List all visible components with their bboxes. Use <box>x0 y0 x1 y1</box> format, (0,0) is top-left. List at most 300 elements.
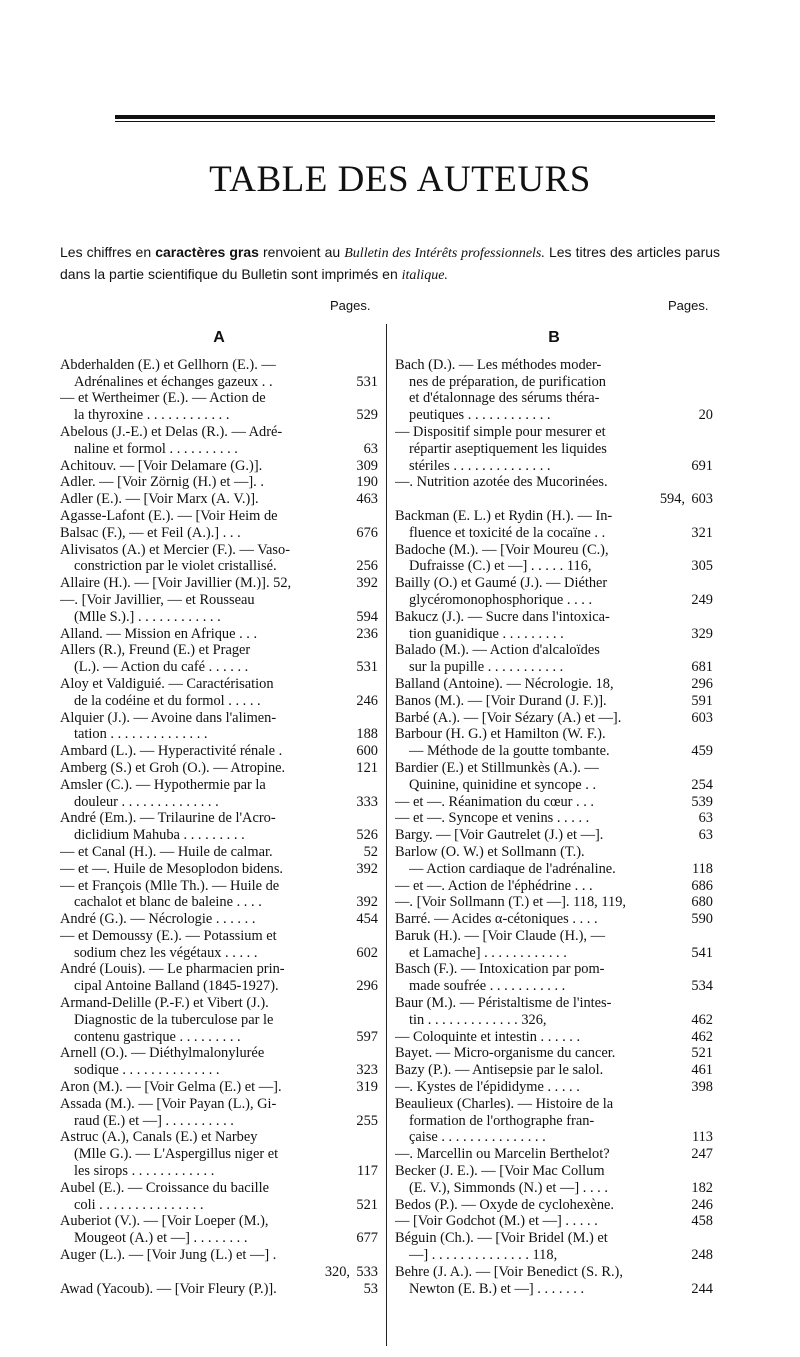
index-entry-line <box>60 1163 378 1180</box>
entry-page-number: 462 <box>691 1028 713 1045</box>
index-entry-line <box>395 424 713 441</box>
entry-page-number <box>350 1096 378 1113</box>
index-entry-line <box>395 592 713 609</box>
entry-text: Diagnostic de la tuberculose par le <box>74 1011 274 1028</box>
pages-header-left: Pages. <box>330 298 371 313</box>
section-letter-b: B <box>548 329 560 346</box>
entry-text: Allaire (H.). — [Voir Javillier (M.)]. 52, <box>60 575 292 592</box>
entry-text: — Coloquinte et intestin . . . . . . <box>395 1028 581 1045</box>
entry-page-number: 63 <box>698 810 713 827</box>
entry-page-number: 255 <box>356 1112 378 1129</box>
entry-page-number: 296 <box>691 675 713 692</box>
entry-page-number: 531 <box>356 659 378 676</box>
entry-text: Baruk (H.). — [Voir Claude (H.), — <box>395 927 605 944</box>
index-entry-line <box>395 525 713 542</box>
entry-page-number <box>685 441 713 458</box>
index-entry-line <box>60 928 378 945</box>
top-rule-thin <box>115 121 715 122</box>
entry-page-number: 591 <box>691 692 713 709</box>
entry-text: constriction par le violet cristallisé. <box>74 558 277 575</box>
index-entry-line <box>60 1281 378 1298</box>
index-entry-line <box>60 491 378 508</box>
entry-text: Abderhalden (E.) et Gellhorn (E.). — <box>60 356 276 373</box>
index-entry-line <box>60 710 378 727</box>
index-entry-line <box>395 794 713 811</box>
entry-page-number <box>685 726 713 743</box>
index-entry-line <box>395 1281 713 1298</box>
entry-text: (Mlle S.).] . . . . . . . . . . . . <box>74 608 221 625</box>
entry-text: —. [Voir Sollmann (T.) et —]. 118, 119, <box>395 894 627 911</box>
entry-text: Achitouv. — [Voir Delamare (G.)]. <box>60 457 263 474</box>
index-entry-line <box>395 508 713 525</box>
index-entry-line <box>395 491 713 508</box>
entry-text: Bazy (P.). — Antisepsie par le salol. <box>395 1062 604 1079</box>
entry-text: coli . . . . . . . . . . . . . . . <box>74 1196 204 1213</box>
entry-page-number: 305 <box>691 558 713 575</box>
entry-text: diclidium Mahuba . . . . . . . . . <box>74 827 245 844</box>
index-entry-line <box>60 995 378 1012</box>
entry-page-number <box>685 357 713 374</box>
index-entry-line <box>395 1079 713 1096</box>
entry-text: Awad (Yacoub). — [Voir Fleury (P.)]. <box>60 1280 277 1297</box>
entry-text: Auger (L.). — [Voir Jung (L.) et —] . <box>60 1247 277 1264</box>
entry-page-number <box>685 961 713 978</box>
index-entry-line <box>395 390 713 407</box>
entry-text: — et Demoussy (E.). — Potassium et <box>60 927 277 944</box>
index-entry-line <box>395 642 713 659</box>
index-entry-line <box>60 878 378 895</box>
index-entry-line <box>60 861 378 878</box>
entry-text: de la codéine et du formol . . . . . <box>74 692 261 709</box>
column-a <box>60 330 378 1297</box>
entry-page-number <box>685 575 713 592</box>
intro-italic: italique. <box>401 268 448 283</box>
entry-page-number: 118 <box>691 860 713 877</box>
entry-page-number: 246 <box>691 1196 713 1213</box>
index-entry-line <box>395 474 713 491</box>
entry-text: et Lamache] . . . . . . . . . . . . <box>409 944 567 961</box>
entry-page-number: 246 <box>356 692 378 709</box>
pages-header-right: Pages. <box>668 298 709 313</box>
index-entry-line <box>60 844 378 861</box>
entry-text: Bakucz (J.). — Sucre dans l'intoxica- <box>395 608 610 625</box>
entry-text: Mougeot (A.) et —] . . . . . . . . <box>74 1230 248 1247</box>
index-entry-line <box>395 1264 713 1281</box>
entry-text: — Dispositif simple pour mesurer et <box>395 423 606 440</box>
entry-page-number: 677 <box>356 1230 378 1247</box>
entry-page-number: 529 <box>356 407 378 424</box>
entry-text: Aubel (E.). — Croissance du bacille <box>60 1179 270 1196</box>
entry-text: —. Nutrition azotée des Mucorinées. <box>395 474 608 491</box>
entry-text: raud (E.) et —] . . . . . . . . . . <box>74 1112 234 1129</box>
entry-page-number: 63 <box>363 440 378 457</box>
index-entry-line <box>60 474 378 491</box>
entry-text: Amberg (S.) et Groh (O.). — Atropine. <box>60 759 286 776</box>
entry-text: sodium chez les végétaux . . . . . <box>74 944 258 961</box>
entry-page-number <box>350 1045 378 1062</box>
entry-page-number: 117 <box>356 1163 378 1180</box>
entry-text: Newton (E. B.) et —] . . . . . . . <box>409 1280 585 1297</box>
entry-page-number: 521 <box>356 1196 378 1213</box>
entry-text: — Action cardiaque de l'adrénaline. <box>409 860 616 877</box>
entry-text: (L.). — Action du café . . . . . . <box>74 659 249 676</box>
entry-page-number: 319 <box>356 1079 378 1096</box>
entry-page-number <box>685 424 713 441</box>
entry-page-number: 323 <box>356 1062 378 1079</box>
entry-text: répartir aseptiquement les liquides <box>409 440 607 457</box>
entry-text: Barlow (O. W.) et Sollmann (T.). <box>395 843 585 860</box>
index-entry-line <box>60 693 378 710</box>
index-entry-line <box>395 693 713 710</box>
index-entry-line <box>395 575 713 592</box>
entry-page-number <box>685 844 713 861</box>
entry-text: Basch (F.). — Intoxication par pom- <box>395 961 605 978</box>
index-entry-line <box>395 1113 713 1130</box>
intro-text: Les titres des articles parus dans la partie scientifique du Bulletin sont imprimés en <box>60 244 721 282</box>
entry-page-number: 392 <box>356 860 378 877</box>
entry-page-number: 681 <box>691 659 713 676</box>
entry-text: Behre (J. A.). — [Voir Benedict (S. R.), <box>395 1263 623 1280</box>
index-entry-line <box>395 726 713 743</box>
entry-page-number <box>350 710 378 727</box>
index-entry-line <box>60 810 378 827</box>
entry-text: Arnell (O.). — Diéthylmalonylurée <box>60 1045 265 1062</box>
entry-text: —. Kystes de l'épididyme . . . . . <box>395 1079 580 1096</box>
top-rule <box>115 115 715 119</box>
index-entry-line <box>395 1146 713 1163</box>
index-entry-line <box>60 458 378 475</box>
entry-text: made soufrée . . . . . . . . . . . <box>409 978 566 995</box>
index-entry-line <box>395 878 713 895</box>
entry-text: contenu gastrique . . . . . . . . . <box>74 1028 241 1045</box>
entry-text: Bedos (P.). — Oxyde de cyclohexène. <box>395 1196 614 1213</box>
index-entry-line <box>395 978 713 995</box>
entry-page-number <box>350 777 378 794</box>
index-entry-line <box>60 1012 378 1029</box>
index-entry-line <box>60 1247 378 1264</box>
entry-text: 594, <box>659 491 685 508</box>
entry-page-number: 462 <box>691 1011 713 1028</box>
index-entry-line <box>60 894 378 911</box>
index-entry-line <box>395 1029 713 1046</box>
entry-page-number: 534 <box>691 978 713 995</box>
entry-text: — et —. Huile de Mesoplodon bidens. <box>60 860 284 877</box>
entry-page-number: 597 <box>356 1028 378 1045</box>
entry-text: Alivisatos (A.) et Mercier (F.). — Vaso- <box>60 541 290 558</box>
entry-page-number: 541 <box>691 944 713 961</box>
entry-text: (Mlle G.). — L'Aspergillus niger et <box>74 1146 279 1163</box>
index-entry-line <box>60 441 378 458</box>
page-title: TABLE DES AUTEURS <box>209 159 591 200</box>
index-entry-line <box>395 1012 713 1029</box>
entry-page-number <box>685 1113 713 1130</box>
entry-page-number <box>350 1012 378 1029</box>
index-entry-line <box>60 1197 378 1214</box>
index-entry-line <box>60 1213 378 1230</box>
entry-text: tin . . . . . . . . . . . . . 326, <box>409 1011 547 1028</box>
entry-text: Béguin (Ch.). — [Voir Bridel (M.) et <box>395 1230 608 1247</box>
entry-page-number <box>350 1213 378 1230</box>
entry-text: sodique . . . . . . . . . . . . . . <box>74 1062 220 1079</box>
entry-page-number: 590 <box>691 911 713 928</box>
entry-page-number: 676 <box>356 524 378 541</box>
index-entry-line <box>395 1129 713 1146</box>
index-entry-line <box>395 407 713 424</box>
index-entry-line <box>60 592 378 609</box>
index-entry-line <box>60 1062 378 1079</box>
index-entry-line <box>395 659 713 676</box>
index-entry-line <box>60 945 378 962</box>
index-entry-line <box>60 1079 378 1096</box>
index-entry-line <box>60 1045 378 1062</box>
entry-text: cachalot et blanc de baleine . . . . <box>74 894 262 911</box>
index-entry-line <box>395 911 713 928</box>
index-entry-line <box>60 726 378 743</box>
index-entry-line <box>395 542 713 559</box>
entry-page-number <box>685 474 713 491</box>
entry-page-number <box>685 642 713 659</box>
entry-text: Adler (E.). — [Voir Marx (A. V.)]. <box>60 491 259 508</box>
entry-text: Backman (E. L.) et Rydin (H.). — In- <box>395 507 613 524</box>
index-entry-line <box>60 760 378 777</box>
entry-text: Abelous (J.-E.) et Delas (R.). — Adré- <box>60 423 283 440</box>
index-entry-line <box>60 508 378 525</box>
index-entry-line <box>60 1180 378 1197</box>
index-entry-line <box>60 777 378 794</box>
entry-page-number <box>350 1146 378 1163</box>
entry-page-number <box>685 390 713 407</box>
entry-text: Quinine, quinidine et syncope . . <box>409 776 597 793</box>
index-entry-line <box>60 558 378 575</box>
intro-text: renvoient au <box>258 244 345 260</box>
entry-page-number <box>350 1129 378 1146</box>
entry-page-number: 680 <box>691 894 713 911</box>
entry-text: Balado (M.). — Action d'alcaloïdes <box>395 642 600 659</box>
index-entry-line <box>395 1213 713 1230</box>
entry-page-number: 188 <box>356 726 378 743</box>
entry-page-number <box>350 357 378 374</box>
entry-text: stériles . . . . . . . . . . . . . . <box>409 457 551 474</box>
entry-page-number: 248 <box>691 1247 713 1264</box>
entry-text: la thyroxine . . . . . . . . . . . . <box>74 407 230 424</box>
index-entry-line <box>60 642 378 659</box>
entry-page-number <box>350 424 378 441</box>
section-letter-a: A <box>213 329 225 346</box>
entry-text: Bailly (O.) et Gaumé (J.). — Diéther <box>395 575 608 592</box>
entry-page-number <box>350 390 378 407</box>
entry-text: — et —. Syncope et venins . . . . . <box>395 810 590 827</box>
index-entry-line <box>395 626 713 643</box>
entry-page-number <box>350 810 378 827</box>
index-entry-line <box>395 374 713 391</box>
entry-text: Amsler (C.). — Hypothermie par la <box>60 776 266 793</box>
entry-page-number: 691 <box>691 457 713 474</box>
entry-page-number <box>685 1096 713 1113</box>
entry-page-number: 256 <box>356 558 378 575</box>
entry-page-number: 236 <box>356 625 378 642</box>
entry-text: Dufraisse (C.) et —] . . . . . 116, <box>409 558 592 575</box>
index-entry-line <box>395 1096 713 1113</box>
entry-page-number <box>685 995 713 1012</box>
entry-page-number <box>685 609 713 626</box>
index-entry-line <box>60 1129 378 1146</box>
index-entry-line <box>60 1264 378 1281</box>
entry-text: tation . . . . . . . . . . . . . . <box>74 726 208 743</box>
entry-text: André (Em.). — Trilaurine de l'Acro- <box>60 810 276 827</box>
entry-text: Barbé (A.). — [Voir Sézary (A.) et —]. <box>395 709 622 726</box>
entry-text: naline et formol . . . . . . . . . . <box>74 440 238 457</box>
entry-text: Alland. — Mission en Afrique . . . <box>60 625 258 642</box>
index-entry-line <box>395 928 713 945</box>
index-entry-line <box>395 777 713 794</box>
entry-page-number <box>350 878 378 895</box>
entry-text: Assada (M.). — [Voir Payan (L.), Gi- <box>60 1095 277 1112</box>
index-entry-line <box>395 609 713 626</box>
entry-text: Auberiot (V.). — [Voir Loeper (M.), <box>60 1213 269 1230</box>
entry-text: Ambard (L.). — Hyperactivité rénale . <box>60 743 283 760</box>
entry-page-number: 458 <box>691 1213 713 1230</box>
entry-page-number: 247 <box>691 1146 713 1163</box>
index-entry-line <box>395 961 713 978</box>
entry-page-number: 53 <box>363 1280 378 1297</box>
entry-page-number: 392 <box>356 575 378 592</box>
entry-text: Armand-Delille (P.-F.) et Vibert (J.). <box>60 995 269 1012</box>
entry-page-number <box>350 592 378 609</box>
intro-text: Les chiffres en <box>60 244 156 260</box>
entry-text: glycéromonophosphorique . . . . <box>409 591 593 608</box>
entry-page-number <box>350 676 378 693</box>
index-entry-line <box>395 1045 713 1062</box>
entry-page-number: 329 <box>691 625 713 642</box>
entry-text: Agasse-Lafont (E.). — [Voir Heim de <box>60 507 278 524</box>
entry-page-number: 521 <box>691 1045 713 1062</box>
entry-text: Balland (Antoine). — Nécrologie. 18, <box>395 675 614 692</box>
entry-page-number: 121 <box>356 759 378 776</box>
entry-page-number: 461 <box>691 1062 713 1079</box>
entry-text: Astruc (A.), Canals (E.) et Narbey <box>60 1129 258 1146</box>
entry-page-number <box>685 542 713 559</box>
entry-text: —. [Voir Javillier, — et Rousseau <box>60 591 255 608</box>
entry-page-number: 686 <box>691 877 713 894</box>
entry-text: (E. V.), Simmonds (N.) et —] . . . . <box>409 1179 608 1196</box>
entry-text: tion guanidique . . . . . . . . . <box>409 625 564 642</box>
entry-text: Barré. — Acides α-cétoniques . . . . <box>395 911 598 928</box>
index-entry-line <box>395 1247 713 1264</box>
entry-text: Barbour (H. G.) et Hamilton (W. F.). <box>395 726 606 743</box>
entry-text: Badoche (M.). — [Voir Moureu (C.), <box>395 541 609 558</box>
index-entry-line <box>60 978 378 995</box>
entry-text: peutiques . . . . . . . . . . . . <box>409 407 551 424</box>
entry-page-number: 603 <box>691 491 713 508</box>
entry-text: — et Canal (H.). — Huile de calmar. <box>60 843 273 860</box>
index-entry-line <box>395 760 713 777</box>
entry-page-number <box>350 928 378 945</box>
entry-text: Baur (M.). — Péristaltisme de l'intes- <box>395 995 612 1012</box>
index-entry-line <box>60 676 378 693</box>
entry-text: Allers (R.), Freund (E.) et Prager <box>60 642 251 659</box>
index-entry-line <box>60 743 378 760</box>
entry-text: fluence et toxicité de la cocaïne . . <box>409 524 606 541</box>
entry-text: — [Voir Godchot (M.) et —] . . . . . <box>395 1213 598 1230</box>
intro-italic: Bulletin des Intérêts professionnels. <box>344 246 545 261</box>
entry-text: — et —. Réanimation du cœur . . . <box>395 793 595 810</box>
entry-page-number: 190 <box>356 474 378 491</box>
entry-page-number <box>685 928 713 945</box>
entry-page-number: 63 <box>698 827 713 844</box>
entry-text: Bach (D.). — Les méthodes moder- <box>395 356 602 373</box>
entry-page-number: 333 <box>356 793 378 810</box>
index-entry-line <box>395 1062 713 1079</box>
entry-page-number: 296 <box>356 978 378 995</box>
entry-text: çaise . . . . . . . . . . . . . . . <box>409 1129 546 1146</box>
index-entry-line <box>395 827 713 844</box>
entry-text: 320, <box>324 1263 350 1280</box>
entry-page-number: 249 <box>691 591 713 608</box>
entry-text: Bargy. — [Voir Gautrelet (J.) et —]. <box>395 827 604 844</box>
index-entry-line <box>60 827 378 844</box>
entry-text: et d'étalonnage des sérums théra- <box>409 390 600 407</box>
entry-text: Bayet. — Micro-organisme du cancer. <box>395 1045 616 1062</box>
entry-page-number: 20 <box>698 407 713 424</box>
entry-page-number <box>685 1264 713 1281</box>
entry-text: — Méthode de la goutte tombante. <box>409 743 610 760</box>
entry-page-number: 244 <box>691 1280 713 1297</box>
index-entry-line <box>60 1029 378 1046</box>
index-entry-line <box>60 575 378 592</box>
entry-page-number: 254 <box>691 776 713 793</box>
entry-text: André (G.). — Nécrologie . . . . . . <box>60 911 256 928</box>
entry-page-number: 463 <box>356 491 378 508</box>
entry-page-number <box>685 760 713 777</box>
index-entry-line <box>395 558 713 575</box>
entry-page-number: 539 <box>691 793 713 810</box>
index-entry-line <box>60 961 378 978</box>
entry-text: Aron (M.). — [Voir Gelma (E.) et —]. <box>60 1079 282 1096</box>
entry-page-number: 531 <box>356 373 378 390</box>
entry-text: sur la pupille . . . . . . . . . . . <box>409 659 564 676</box>
index-entry-line <box>395 995 713 1012</box>
entry-page-number <box>350 642 378 659</box>
entry-page-number: 454 <box>356 911 378 928</box>
index-entry-line <box>60 626 378 643</box>
entry-page-number: 309 <box>356 457 378 474</box>
index-entry-line <box>395 894 713 911</box>
index-entry-line <box>395 1197 713 1214</box>
index-entry-line <box>60 911 378 928</box>
entry-page-number: 392 <box>356 894 378 911</box>
entry-text: —. Marcellin ou Marcelin Berthelot? <box>395 1146 610 1163</box>
index-entry-line <box>395 458 713 475</box>
entry-page-number: 113 <box>691 1129 713 1146</box>
entry-text: Alquier (J.). — Avoine dans l'alimen- <box>60 709 277 726</box>
entry-text: — et —. Action de l'éphédrine . . . <box>395 877 593 894</box>
index-entry-line <box>395 1180 713 1197</box>
index-entry-line <box>60 794 378 811</box>
entry-page-number: 459 <box>691 743 713 760</box>
index-entry-line <box>395 743 713 760</box>
index-entry-line <box>60 659 378 676</box>
entry-page-number <box>350 995 378 1012</box>
entry-text: André (Louis). — Le pharmacien prin- <box>60 961 285 978</box>
index-entry-line <box>60 1230 378 1247</box>
index-entry-line <box>60 609 378 626</box>
index-entry-line <box>60 1146 378 1163</box>
entry-page-number <box>350 1247 378 1264</box>
index-entry-line <box>395 844 713 861</box>
intro-bold: caractères gras <box>155 244 259 260</box>
entry-text: Balsac (F.), — et Feil (A.).] . . . <box>60 524 241 541</box>
index-entry-line <box>395 1230 713 1247</box>
